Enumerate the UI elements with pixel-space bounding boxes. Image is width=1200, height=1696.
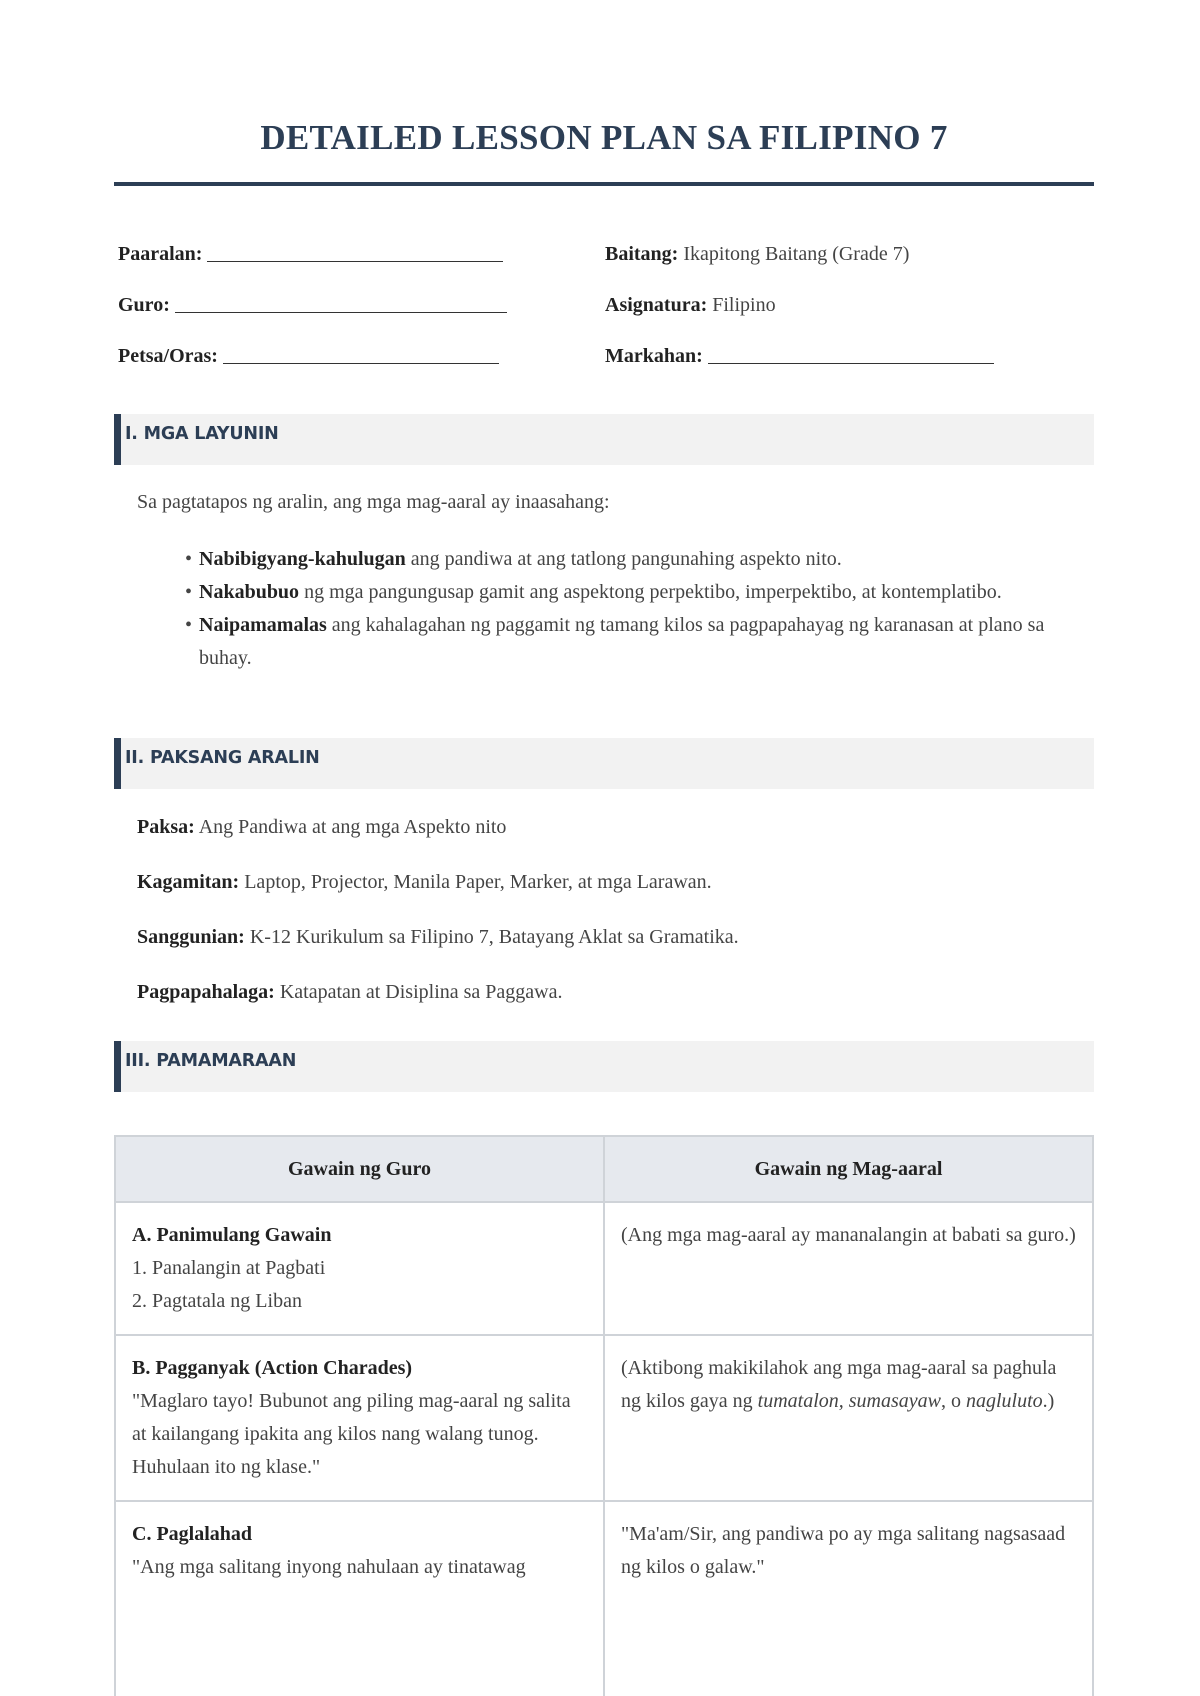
step-title: A. Panimulang Gawain	[132, 1224, 332, 1246]
petsa-label: Petsa/Oras:	[118, 345, 218, 367]
sanggunian-line	[137, 926, 739, 949]
objective-item: • Nakabubuo ng mga pangungusap gamit ang aspektong perpektibo, imperpektibo, at kontemplatibo.	[185, 581, 1002, 603]
student-cell	[604, 1335, 1093, 1501]
student-response-text: .)	[1042, 1390, 1055, 1412]
markahan-field	[605, 345, 994, 368]
paksa-line	[137, 816, 506, 839]
student-cell	[604, 1202, 1093, 1335]
guro-label: Guro:	[118, 294, 170, 316]
petsa-field	[118, 345, 499, 368]
student-response-emphasis: tumatalon, sumasayaw	[757, 1390, 941, 1412]
paksa-value: Ang Pandiwa at ang mga Aspekto nito	[194, 816, 507, 838]
teacher-cell	[115, 1335, 604, 1501]
objectives-intro: Sa pagtatapos ng aralin, ang mga mag-aaral ay inaasahang:	[137, 491, 610, 513]
section-layunin-title: I. MGA LAYUNIN	[125, 424, 279, 444]
teacher-cell	[115, 1202, 604, 1335]
objective-item: • Naipamamalas ang kahalagahan ng paggamit ng tamang kilos sa pagpapahayag ng karanasan at plano sa buhay.	[185, 614, 1045, 669]
student-cell	[604, 1501, 1093, 1696]
teacher-cell	[115, 1501, 604, 1696]
pagpapahalaga-value: Katapatan at Disiplina sa Paggawa.	[274, 981, 563, 1003]
procedure-table-wrapper	[114, 1135, 1094, 1696]
guro-field	[118, 294, 507, 317]
kagamitan-value: Laptop, Projector, Manila Paper, Marker, at mga Larawan.	[239, 871, 712, 893]
student-response-text: , o	[941, 1390, 966, 1412]
paaralan-blank	[207, 243, 503, 262]
pagpapahalaga-label: Pagpapahalaga:	[137, 981, 275, 1003]
sanggunian-label: Sanggunian:	[137, 926, 245, 948]
markahan-label: Markahan:	[605, 345, 703, 367]
procedure-table	[114, 1135, 1094, 1696]
guro-blank	[175, 294, 507, 313]
baitang-value: Ikapitong Baitang (Grade 7)	[683, 243, 910, 265]
section-pamamaraan-title: III. PAMAMARAAN	[125, 1051, 297, 1071]
step-line: 2. Pagtatala ng Liban	[132, 1290, 302, 1312]
objective-item: • Nabibigyang-kahulugan ang pandiwa at ang tatlong pangunahing aspekto nito.	[185, 548, 842, 570]
paksa-label: Paksa:	[137, 816, 195, 838]
student-response-text: (Aktibong makikilahok ang mga mag-aaral sa paghula ng kilos gaya ng	[621, 1357, 1057, 1412]
objective-text: ang kahalagahan ng paggamit ng tamang kilos sa pagpapahayag ng karanasan at plano sa buhay.	[199, 614, 1045, 669]
kagamitan-line	[137, 871, 712, 894]
section-layunin-header	[114, 414, 1094, 465]
step-title: C. Paglalahad	[132, 1523, 253, 1545]
pagpapahalaga-line	[137, 981, 563, 1004]
col-header-mag-aaral: Gawain ng Mag-aaral	[604, 1136, 1093, 1202]
markahan-blank	[708, 345, 994, 364]
table-row	[115, 1202, 1093, 1335]
step-line: 1. Panalangin at Pagbati	[132, 1257, 326, 1279]
objectives-list	[185, 543, 1085, 675]
paaralan-label: Paaralan:	[118, 243, 203, 265]
step-text: "Ang mga salitang inyong nahulaan ay tinatawag	[132, 1556, 526, 1578]
objective-keyword: Nakabubuo	[199, 581, 300, 603]
step-text: "Maglaro tayo! Bubunot ang piling mag-aaral ng salita at kailangang ipakita ang kilos nang walang tunog. Huhulaan ito ng klase."	[132, 1390, 571, 1478]
paaralan-field	[118, 243, 503, 266]
student-response: (Ang mga mag-aaral ay mananalangin at babati sa guro.)	[621, 1224, 1076, 1246]
student-response	[621, 1352, 1076, 1418]
col-header-guro: Gawain ng Guro	[115, 1136, 604, 1202]
baitang-field	[605, 243, 909, 266]
asignatura-value: Filipino	[712, 294, 776, 316]
asignatura-field	[605, 294, 776, 317]
step-title: B. Pagganyak (Action Charades)	[132, 1357, 413, 1379]
title-divider	[114, 182, 1094, 186]
objective-keyword: Nabibigyang-kahulugan	[199, 548, 406, 570]
student-response-emphasis: nagluluto	[966, 1390, 1043, 1412]
student-response: "Ma'am/Sir, ang pandiwa po ay mga salitang nagsasaad ng kilos o galaw."	[621, 1523, 1066, 1578]
asignatura-label: Asignatura:	[605, 294, 708, 316]
petsa-blank	[223, 345, 499, 364]
baitang-label: Baitang:	[605, 243, 679, 265]
section-paksang-aralin-header	[114, 738, 1094, 789]
section-pamamaraan-header	[114, 1041, 1094, 1092]
objective-keyword: Naipamamalas	[199, 614, 327, 636]
kagamitan-label: Kagamitan:	[137, 871, 240, 893]
section-paksang-aralin-title: II. PAKSANG ARALIN	[125, 748, 320, 768]
objective-text: ng mga pangungusap gamit ang aspektong perpektibo, imperpektibo, at kontemplatibo.	[299, 581, 1002, 603]
sanggunian-value: K-12 Kurikulum sa Filipino 7, Batayang Aklat sa Gramatika.	[244, 926, 739, 948]
table-header-row	[115, 1136, 1093, 1202]
table-row	[115, 1501, 1093, 1696]
objective-text: ang pandiwa at ang tatlong pangunahing aspekto nito.	[405, 548, 842, 570]
document-title: DETAILED LESSON PLAN SA FILIPINO 7	[260, 118, 948, 157]
table-row	[115, 1335, 1093, 1501]
